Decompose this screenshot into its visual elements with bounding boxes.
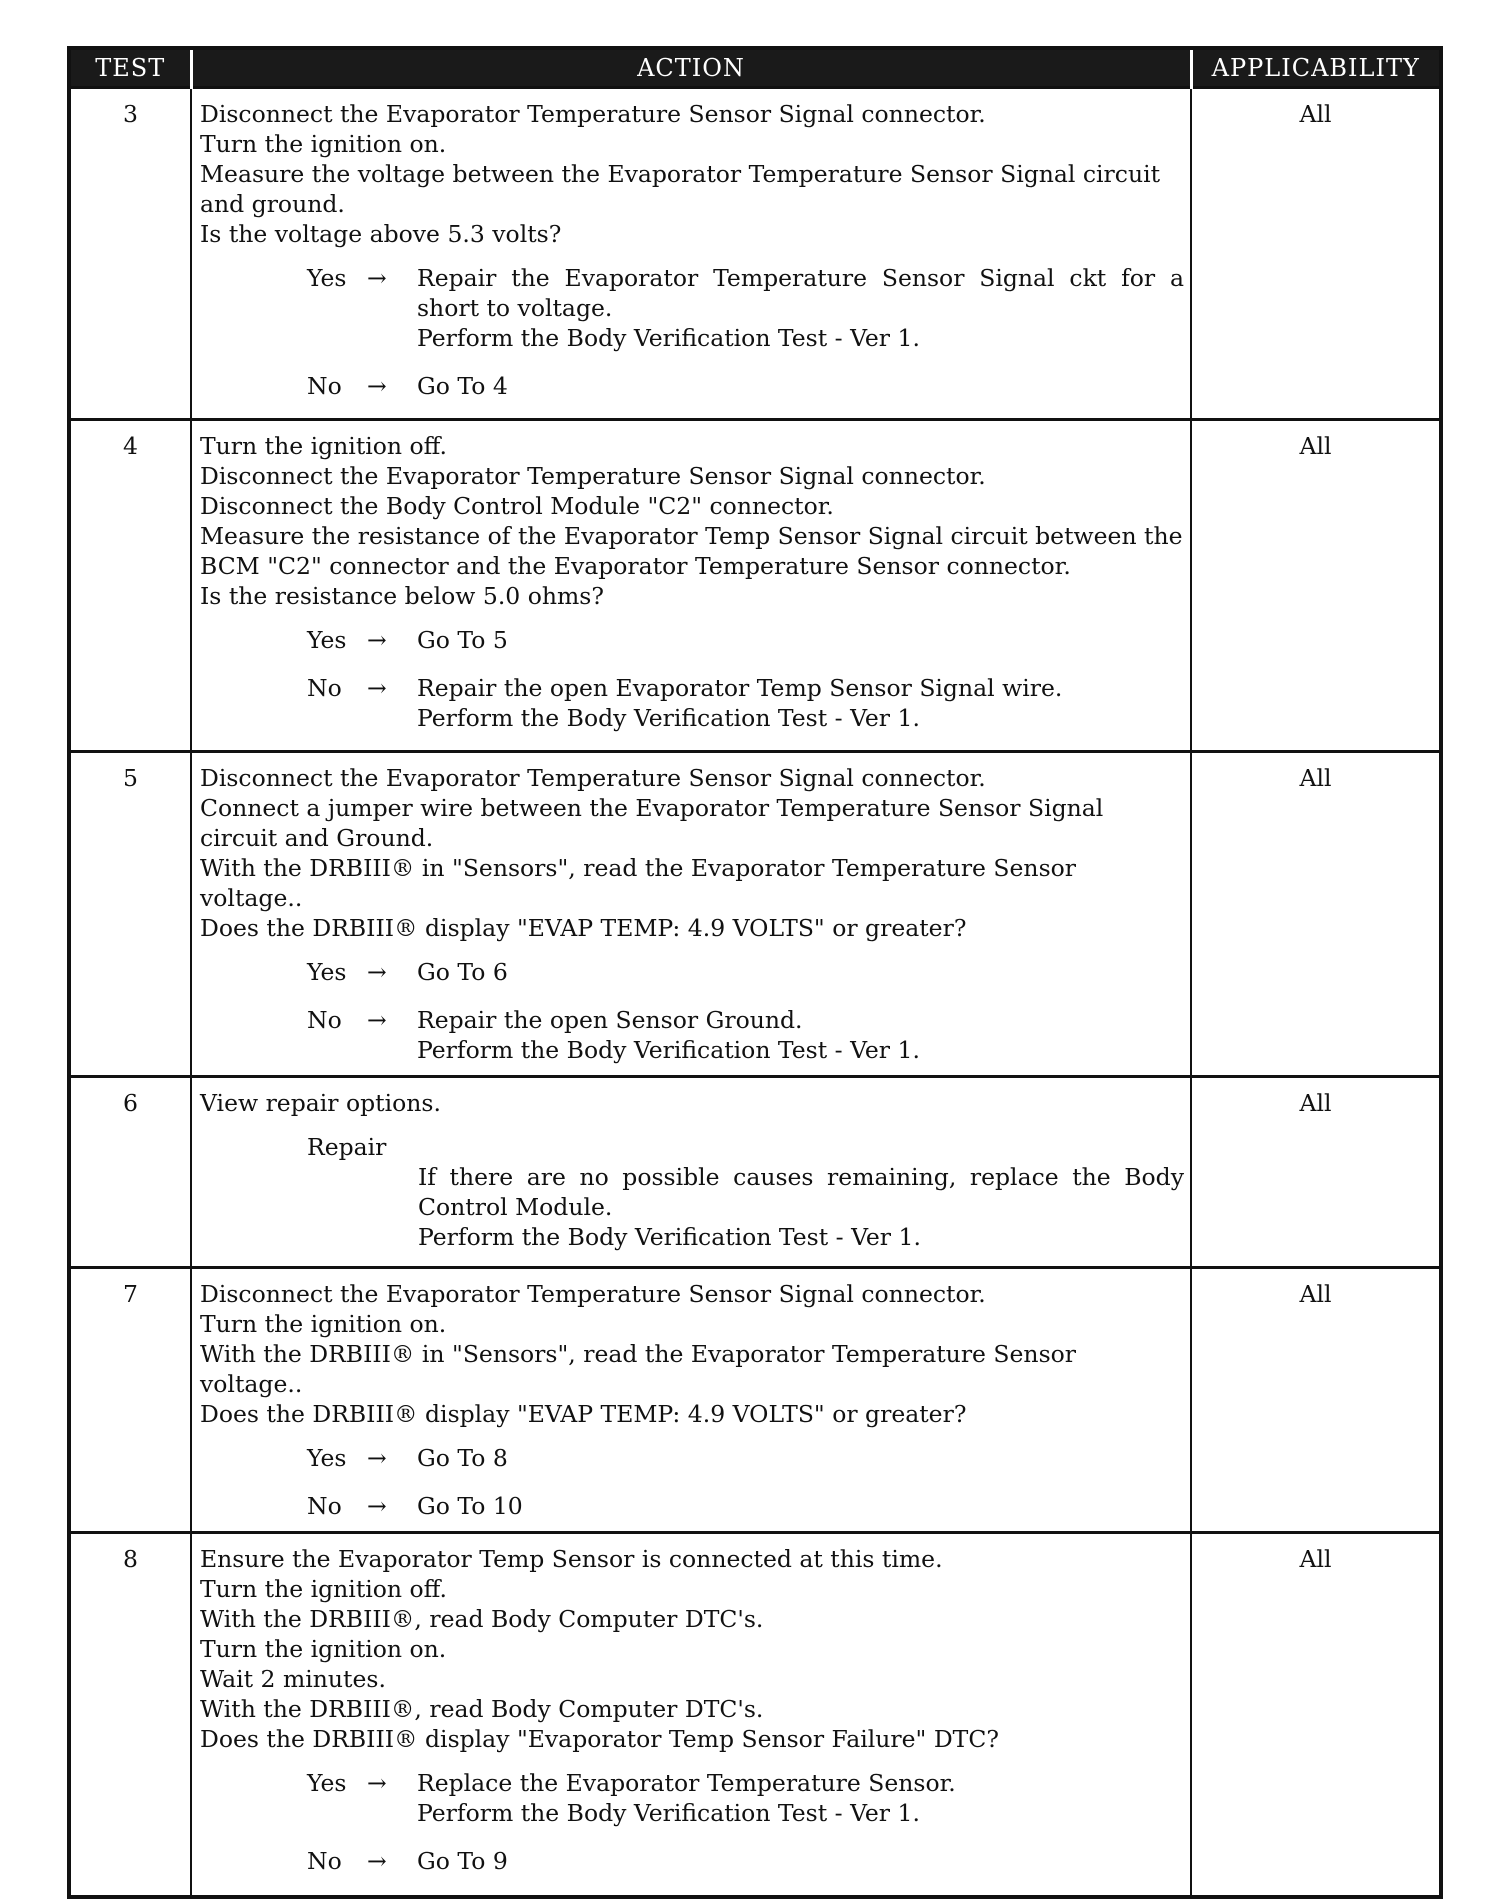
no-outcome	[200, 673, 1184, 733]
action-step: Measure the resistance of the Evaporator Temp Sensor Signal circuit between the BCM "C2" connector and the Evaporator Temperature Sensor connector.	[200, 522, 1183, 580]
action-step: Turn the ignition off.	[200, 1575, 448, 1603]
no-result-line: Go To 10	[417, 1492, 523, 1520]
action-step: Is the resistance below 5.0 ohms?	[200, 582, 604, 610]
action-step: View repair options.	[200, 1089, 441, 1117]
no-result-line: Go To 9	[417, 1847, 508, 1875]
header-test: TEST	[69, 48, 191, 88]
no-label: No	[307, 674, 342, 702]
no-label: No	[307, 1006, 342, 1034]
arrow-icon: →	[367, 626, 387, 654]
yes-outcome	[200, 263, 1184, 353]
arrow-icon: →	[367, 674, 387, 702]
no-result-line: Repair the open Sensor Ground.	[417, 1006, 803, 1034]
action-step: With the DRBIII® in "Sensors", read the Evaporator Temperature Sensor voltage..	[200, 854, 1077, 912]
repair-result	[418, 1162, 1184, 1252]
no-result	[417, 1005, 1184, 1065]
yes-outcome	[200, 1768, 1184, 1828]
action-step: Disconnect the Evaporator Temperature Sensor Signal connector.	[200, 764, 986, 792]
action-step: Ensure the Evaporator Temp Sensor is connected at this time.	[200, 1545, 943, 1573]
test-number: 4	[69, 420, 191, 752]
action-step: Turn the ignition on.	[200, 130, 447, 158]
applicability-value: All	[1191, 88, 1441, 420]
action-step: Disconnect the Body Control Module "C2" connector.	[200, 492, 834, 520]
yes-result-line: Go To 6	[417, 958, 508, 986]
no-outcome	[200, 1846, 1184, 1876]
applicability-value: All	[1191, 1077, 1441, 1268]
action-cell	[191, 88, 1191, 420]
arrow-icon: →	[367, 264, 387, 292]
arrow-icon: →	[367, 958, 387, 986]
action-cell	[191, 1077, 1191, 1268]
no-label: No	[307, 372, 342, 400]
yes-result-line: Perform the Body Verification Test - Ver 1.	[417, 324, 920, 352]
yes-label: Yes	[307, 1444, 347, 1472]
no-result-line: Go To 4	[417, 372, 508, 400]
yes-result	[417, 1443, 1184, 1473]
action-step: With the DRBIII®, read Body Computer DTC's.	[200, 1695, 764, 1723]
action-cell	[191, 420, 1191, 752]
yes-label: Yes	[307, 958, 347, 986]
table-body	[69, 88, 1441, 1897]
arrow-icon: →	[367, 1006, 387, 1034]
no-outcome	[200, 1005, 1184, 1065]
diagnostic-page	[67, 46, 1439, 1899]
action-step: Turn the ignition on.	[200, 1310, 447, 1338]
action-step: Turn the ignition on.	[200, 1635, 447, 1663]
table-row	[69, 1268, 1441, 1533]
no-result-line: Repair the open Evaporator Temp Sensor Signal wire.	[417, 674, 1063, 702]
yes-result	[417, 1768, 1184, 1828]
action-step: With the DRBIII®, read Body Computer DTC's.	[200, 1605, 764, 1633]
no-result	[417, 371, 1184, 401]
yes-outcome	[200, 1443, 1184, 1473]
action-step: Is the voltage above 5.3 volts?	[200, 220, 562, 248]
outcomes	[200, 957, 1184, 1065]
yes-result-line: Replace the Evaporator Temperature Sensor.	[417, 1769, 956, 1797]
repair-label: Repair	[307, 1133, 387, 1161]
applicability-value: All	[1191, 1268, 1441, 1533]
test-number: 5	[69, 752, 191, 1077]
no-outcome	[200, 371, 1184, 401]
yes-result	[417, 957, 1184, 987]
yes-result	[417, 625, 1184, 655]
yes-outcome	[200, 625, 1184, 655]
table-row	[69, 752, 1441, 1077]
table-row	[69, 1077, 1441, 1268]
arrow-icon: →	[367, 1492, 387, 1520]
test-number: 7	[69, 1268, 191, 1533]
no-result	[417, 1846, 1184, 1876]
no-label: No	[307, 1847, 342, 1875]
outcomes	[200, 625, 1184, 733]
no-outcome	[200, 1491, 1184, 1521]
yes-outcome	[200, 957, 1184, 987]
header-applicability: APPLICABILITY	[1191, 48, 1441, 88]
action-step: With the DRBIII® in "Sensors", read the Evaporator Temperature Sensor voltage..	[200, 1340, 1077, 1398]
action-step: Measure the voltage between the Evaporator Temperature Sensor Signal circuit and ground.	[200, 160, 1161, 218]
action-step: Disconnect the Evaporator Temperature Sensor Signal connector.	[200, 462, 986, 490]
action-step: Turn the ignition off.	[200, 432, 448, 460]
test-number: 8	[69, 1533, 191, 1897]
test-number: 6	[69, 1077, 191, 1268]
no-result	[417, 673, 1184, 733]
arrow-icon: →	[367, 372, 387, 400]
action-cell	[191, 1533, 1191, 1897]
action-step: Does the DRBIII® display "Evaporator Temp Sensor Failure" DTC?	[200, 1725, 999, 1753]
no-result	[417, 1491, 1184, 1521]
yes-label: Yes	[307, 626, 347, 654]
yes-result	[417, 263, 1184, 353]
action-cell	[191, 752, 1191, 1077]
repair-result-line: Perform the Body Verification Test - Ver 1.	[418, 1223, 921, 1251]
action-step: Does the DRBIII® display "EVAP TEMP: 4.9 VOLTS" or greater?	[200, 1400, 967, 1428]
action-step: Does the DRBIII® display "EVAP TEMP: 4.9 VOLTS" or greater?	[200, 914, 967, 942]
no-result-line: Perform the Body Verification Test - Ver 1.	[417, 704, 920, 732]
action-step: Wait 2 minutes.	[200, 1665, 386, 1693]
yes-result-line: Repair the Evaporator Temperature Sensor Signal ckt for a short to voltage.	[417, 264, 1184, 322]
table-row	[69, 420, 1441, 752]
arrow-icon: →	[367, 1847, 387, 1875]
outcomes	[200, 263, 1184, 401]
outcomes	[200, 1443, 1184, 1521]
yes-result-line: Perform the Body Verification Test - Ver 1.	[417, 1799, 920, 1827]
yes-label: Yes	[307, 264, 347, 292]
repair-result-line: If there are no possible causes remaining, replace the Body Control Module.	[418, 1163, 1184, 1221]
header-action: ACTION	[191, 48, 1191, 88]
yes-result-line: Go To 5	[417, 626, 508, 654]
applicability-value: All	[1191, 752, 1441, 1077]
table-row	[69, 88, 1441, 420]
table-row	[69, 1533, 1441, 1897]
action-step: Connect a jumper wire between the Evaporator Temperature Sensor Signal circuit and Ground.	[200, 794, 1104, 852]
arrow-icon: →	[367, 1444, 387, 1472]
action-step: Disconnect the Evaporator Temperature Sensor Signal connector.	[200, 100, 986, 128]
diagnostic-table	[67, 46, 1443, 1899]
action-cell	[191, 1268, 1191, 1533]
table-header-row	[69, 48, 1441, 88]
applicability-value: All	[1191, 1533, 1441, 1897]
action-step: Disconnect the Evaporator Temperature Sensor Signal connector.	[200, 1280, 986, 1308]
yes-label: Yes	[307, 1769, 347, 1797]
no-label: No	[307, 1492, 342, 1520]
outcomes	[200, 1768, 1184, 1876]
no-result-line: Perform the Body Verification Test - Ver 1.	[417, 1036, 920, 1064]
arrow-icon: →	[367, 1769, 387, 1797]
test-number: 3	[69, 88, 191, 420]
applicability-value: All	[1191, 420, 1441, 752]
yes-result-line: Go To 8	[417, 1444, 508, 1472]
